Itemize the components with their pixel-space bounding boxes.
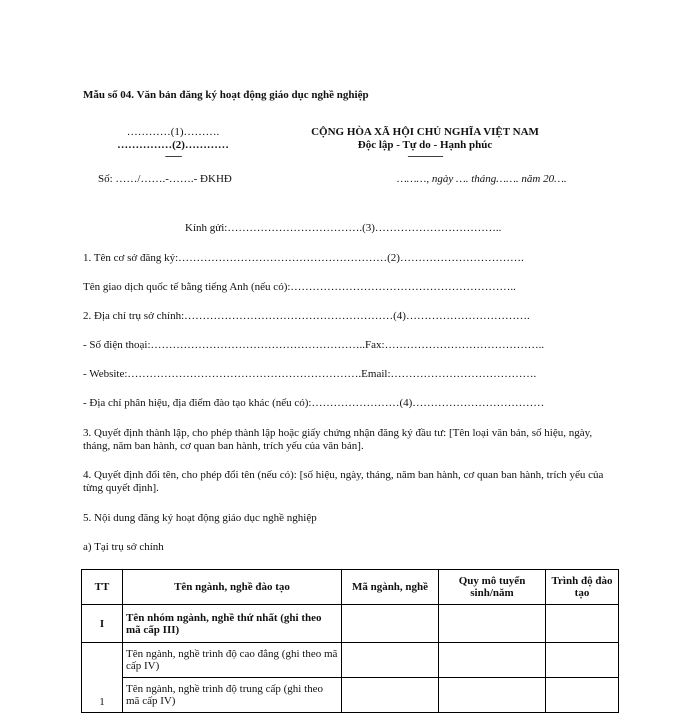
row-name: Tên ngành, nghề trình độ trung cấp (ghi theo mã cấp IV) xyxy=(123,678,342,713)
field-branch-address: - Địa chỉ phân hiệu, địa điểm đào tạo khác (nếu có):……………………(4)……………………………… xyxy=(83,397,545,409)
row-name: Tên nhóm ngành, nghề thứ nhất (ghi theo mã cấp III) xyxy=(123,605,342,643)
header-name: Tên ngành, nghề đào tạo xyxy=(123,570,342,605)
field-establishment-decision: 3. Quyết định thành lập, cho phép thành lập hoặc giấy chứng nhận đăng ký đầu tư: [Tên loại văn bản, số hiệu, ngày, tháng, năm ban hành, cơ quan ban hành, trích yếu của văn bản]. xyxy=(83,427,593,452)
national-motto: Độc lập - Tự do - Hạnh phúc xyxy=(357,139,493,151)
row-level xyxy=(546,605,619,643)
row-tt: 1 xyxy=(82,643,123,713)
left-header-line1: …………(1)………. xyxy=(126,126,220,138)
form-title: Mẫu số 04. Văn bản đăng ký hoạt động giáo dục nghề nghiệp xyxy=(83,89,369,101)
right-header-rule: --------------- xyxy=(407,151,443,162)
field-phone-fax: - Số điện thoại:…………………………………………………..Fax:…………………………………….. xyxy=(83,339,545,351)
addressee: Kính gửi:……………………………….(3)…………………………….. xyxy=(185,222,502,234)
row-code xyxy=(342,643,439,678)
header-tt: TT xyxy=(82,570,123,605)
field-rename-decision: 4. Quyết định đổi tên, cho phép đổi tên (nếu có): [số hiệu, ngày, tháng, năm ban hành, cơ quan ban hành, trích yếu của từng quyết định]. xyxy=(83,469,604,494)
section-5a-heading: a) Tại trụ sở chính xyxy=(83,541,164,553)
row-level xyxy=(546,643,619,678)
section-5-heading: 5. Nội dung đăng ký hoạt động giáo dục nghề nghiệp xyxy=(83,512,317,524)
field-english-name: Tên giao dịch quốc tế bằng tiếng Anh (nếu có):…………………………………………………….. xyxy=(83,281,516,293)
table-row xyxy=(82,643,619,678)
row-level xyxy=(546,678,619,713)
row-code xyxy=(342,678,439,713)
left-header-rule: ------- xyxy=(164,151,182,162)
national-title: CỘNG HÒA XÃ HỘI CHỦ NGHĨA VIỆT NAM xyxy=(311,126,539,138)
header-code: Mã ngành, nghề xyxy=(342,570,439,605)
header-level: Trình độ đào tạo xyxy=(546,570,619,605)
left-header-line2: ……………(2)………… xyxy=(117,139,229,151)
document-number: Số: ……/…….-…….- ĐKHĐ xyxy=(98,173,232,185)
field-head-office: 2. Địa chỉ trụ sở chính:…………………………………………………(4)……………………………. xyxy=(83,310,530,322)
header-scale: Quy mô tuyển sinh/năm xyxy=(439,570,546,605)
registration-table xyxy=(81,569,619,713)
date-line: ………, ngày …. tháng……. năm 20…. xyxy=(397,173,567,185)
row-scale xyxy=(439,678,546,713)
row-code xyxy=(342,605,439,643)
field-registrant-name: 1. Tên cơ sở đăng ký:…………………………………………………(2)……………………………. xyxy=(83,252,524,264)
field-website-email: - Website:……………………………………………………….Email:…………………………………. xyxy=(83,368,537,380)
table-row xyxy=(82,605,619,643)
table-row xyxy=(82,678,619,713)
row-scale xyxy=(439,643,546,678)
row-scale xyxy=(439,605,546,643)
row-tt: I xyxy=(82,605,123,643)
table-header-row xyxy=(82,570,619,605)
row-name: Tên ngành, nghề trình độ cao đẳng (ghi theo mã cấp IV) xyxy=(123,643,342,678)
